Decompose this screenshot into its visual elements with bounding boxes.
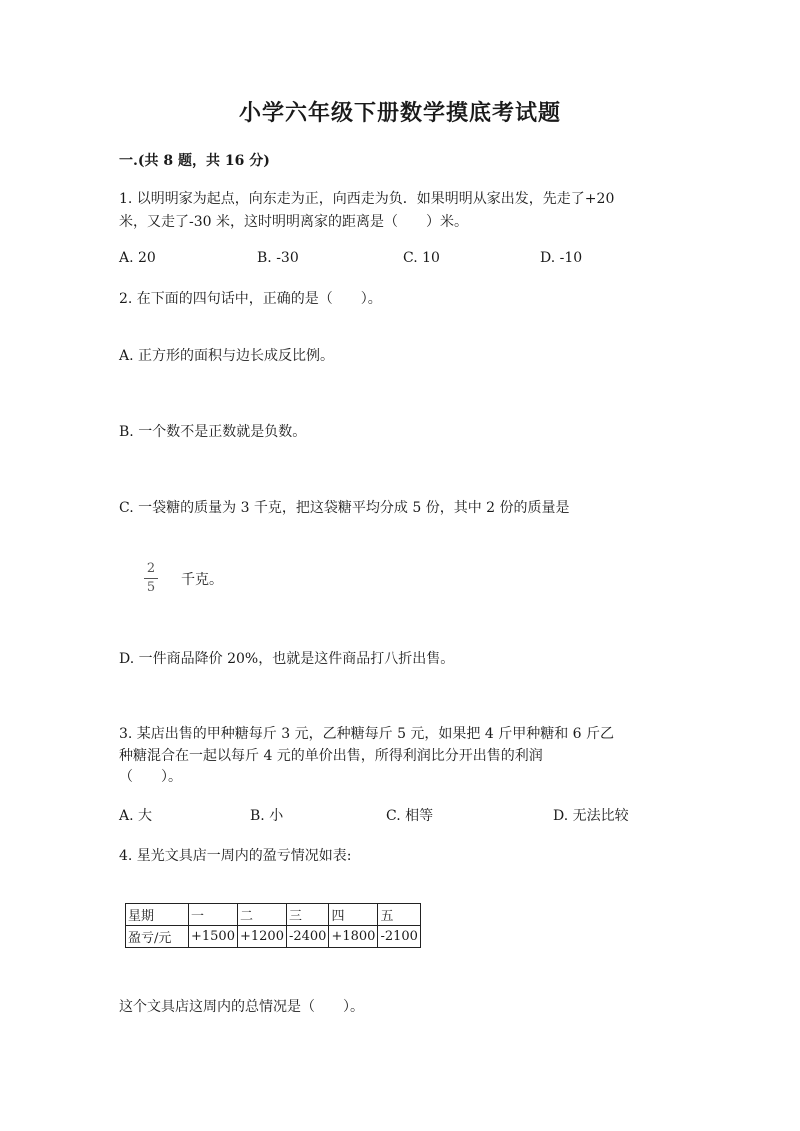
q2-option-c-fraction [144, 562, 158, 595]
q2-stem: 2. 在下面的四句话中，正确的是（ ）。 [119, 291, 382, 307]
q1-option-a: A. 20 [119, 250, 156, 266]
q3-stem-line2: 种糖混合在一起以每斤 4 元的单价出售，所得利润比分开出售的利润 [119, 748, 543, 764]
q2-option-d: D. 一件商品降价 20%，也就是这件商品打八折出售。 [119, 651, 455, 667]
q4-question: 这个文具店这周内的总情况是（ ）。 [119, 999, 364, 1015]
q2-option-b: B. 一个数不是正数就是负数。 [119, 424, 307, 440]
profit-loss-table [125, 903, 421, 948]
table-cell: +1800 [329, 926, 378, 948]
table-cell: +1500 [189, 926, 238, 948]
q3-option-a: A. 大 [119, 808, 153, 824]
q3-stem-line3: （ ）。 [119, 769, 182, 785]
table-cell: +1200 [237, 926, 286, 948]
q1-stem-line2: 米，又走了-30 米，这时明明离家的距离是（ ）米。 [119, 214, 468, 230]
table-header-cell: 五 [378, 904, 420, 926]
q1-stem-line1: 1. 以明明家为起点，向东走为正，向西走为负．如果明明从家出发，先走了+20 [119, 191, 615, 207]
table-cell: 盈亏/元 [126, 926, 189, 948]
q2-option-a: A. 正方形的面积与边长成反比例。 [119, 348, 335, 364]
q3-option-c: C. 相等 [386, 808, 434, 824]
page-title: 小学六年级下册数学摸底考试题 [238, 100, 561, 126]
q2-option-c: C. 一袋糖的质量为 3 千克，把这袋糖平均分成 5 份，其中 2 份的质量是 [119, 500, 570, 516]
fraction-bar [144, 578, 158, 579]
table-header-cell: 四 [329, 904, 378, 926]
fraction-numerator: 2 [146, 561, 156, 576]
table-header-cell: 星期 [126, 904, 189, 926]
q1-option-c: C. 10 [403, 250, 440, 266]
table-cell: -2100 [378, 926, 420, 948]
section-heading: 一.(共 8 题，共 16 分) [119, 153, 270, 169]
table-row [126, 926, 421, 948]
table-header-cell: 三 [286, 904, 328, 926]
q2-option-c-unit: 千克。 [181, 572, 223, 588]
q3-option-b: B. 小 [250, 808, 284, 824]
q1-option-d: D. -10 [540, 250, 583, 266]
table-cell: -2400 [286, 926, 328, 948]
q4-stem: 4. 星光文具店一周内的盈亏情况如表: [119, 848, 352, 864]
q1-option-b: B. -30 [257, 250, 299, 266]
table-header-cell: 二 [237, 904, 286, 926]
fraction-denominator: 5 [146, 580, 156, 595]
table-header-row [126, 904, 421, 926]
q3-stem-line1: 3. 某店出售的甲种糖每斤 3 元，乙种糖每斤 5 元，如果把 4 斤甲种糖和 6 斤乙 [119, 726, 615, 742]
q3-option-d: D. 无法比较 [553, 808, 629, 824]
table-header-cell: 一 [189, 904, 238, 926]
